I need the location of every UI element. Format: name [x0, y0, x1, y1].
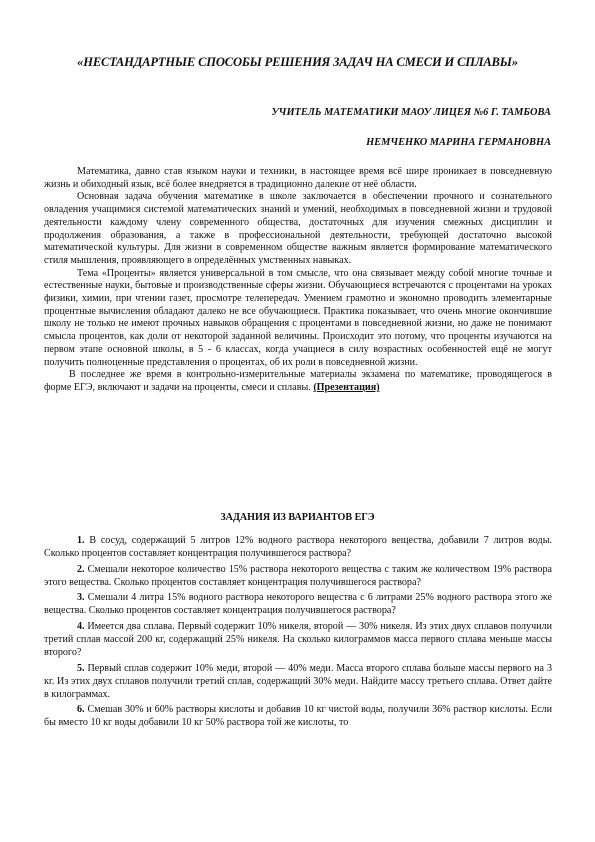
- task-item: [44, 704, 552, 730]
- intro-paragraph-1: Математика, давно став языком науки и техники, в настоящее время всё шире проникает в повседневную жизнь и обиходный язык, всё более внедряется в традиционно далекие от неё области.: [44, 166, 552, 190]
- intro-paragraph-4: [44, 369, 552, 394]
- author-name: НЕМЧЕНКО МАРИНА ГЕРМАНОВНА: [366, 137, 551, 148]
- intro-text: [44, 166, 552, 395]
- task-text: Смешали некоторое количество 15% раствора некоторого вещества с таким же количеством 19% раствора этого вещества. Сколько процентов составляет концентрация получившегося раствора?: [44, 563, 552, 588]
- intro-paragraph-4-text: В последнее же время в контрольно-измерительные материалы экзамена по математике, проводящегося в форме ЕГЭ, включают и задачи на проценты, смеси и сплавы.: [44, 369, 552, 393]
- task-number: 6.: [77, 704, 85, 716]
- intro-paragraph-3: Тема «Проценты» является универсальной в том смысле, что она связывает между собой многие точные и естественные науки, бытовые и производственные сферы жизни. Обучающиеся встречаются с процентами на уроках физики, химии, при чтении газет, просмотре телепередач. Умением грамотно и экономно проводить элементарные процентные вычисления обладают далеко не все обучающиеся. Практика показывает, что очень многие окончившие школу не только не имеют прочных навыков обращения с процентами в повседневной жизни, но даже не понимают смысла процентов, как доли от некоторой заданной величины. Происходит это потому, что проценты изучаются на первом этапе основной школы, в 5 - 6 классах, когда учащиеся в силу возрастных особенностей ещё не могут получить полноценные представления о процентах, об их роли в повседневной жизни.: [44, 267, 552, 368]
- task-number: 1.: [77, 535, 85, 546]
- task-number: 3.: [77, 592, 85, 604]
- task-item: [44, 564, 552, 590]
- task-number: 2.: [77, 563, 85, 575]
- document-title: «НЕСТАНДАРТНЫЕ СПОСОБЫ РЕШЕНИЯ ЗАДАЧ НА СМЕСИ И СПЛАВЫ»: [77, 55, 518, 69]
- task-list: [44, 535, 552, 733]
- task-item: [44, 535, 552, 561]
- task-item: [44, 663, 552, 702]
- task-text: В сосуд, содержащий 5 литров 12% водного раствора некоторого вещества, добавили 7 литров воды. Сколько процентов составляет концентрация получившегося раствора?: [44, 535, 553, 559]
- task-text: Имеется два сплава. Первый содержит 10% никеля, второй — 30% никеля. Из этих двух сплавов получили третий сплав массой 200 кг, содержащий 25% никеля. На сколько килограммов масса первого сплава меньше массы второго?: [44, 621, 553, 658]
- task-text: Смешали 4 литра 15% водного раствора некоторого вещества с 6 литрами 25% водного раствора этого же вещества. Сколько процентов составляет концентрация получившегося раствора?: [44, 592, 552, 617]
- task-number: 5.: [77, 662, 85, 674]
- author-position: УЧИТЕЛЬ МАТЕМАТИКИ МАОУ ЛИЦЕЯ №6 Г. ТАМБОВА: [271, 107, 551, 118]
- task-text: Смешав 30% и 60% растворы кислоты и добавив 10 кг чистой воды, получили 36% раствор кислоты. Если бы вместо 10 кг воды добавили 10 кг 50% раствора той же кислоты, то: [44, 704, 552, 729]
- task-item: [44, 592, 552, 618]
- section-title: ЗАДАНИЯ ИЗ ВАРИАНТОВ ЕГЭ: [220, 512, 375, 523]
- task-number: 4.: [77, 621, 85, 633]
- task-text: Первый сплав содержит 10% меди, второй — 40% меди. Масса второго сплава больше массы первого на 3 кг. Из этих двух сплавов получили третий сплав, содержащий 30% меди. Найдите массу третьего сплава. Ответ дайте в килограммах.: [44, 662, 552, 700]
- task-item: [44, 621, 552, 660]
- intro-paragraph-2: Основная задача обучения математике в школе заключается в обеспечении прочного и сознательного овладения учащимися системой математических знаний и умений, необходимых в повседневной жизни и трудовой деятельности каждому члену современного общества, достаточных для изучения смежных дисциплин и продолжения образования, а также в профессиональной деятельности, требующей достаточно высокой математической культуры. Для жизни в современном обществе важным является формирование математического стиля мышления, проявляющего в определённых умственных навыках.: [44, 191, 552, 266]
- presentation-link[interactable]: (Презентация): [313, 381, 380, 393]
